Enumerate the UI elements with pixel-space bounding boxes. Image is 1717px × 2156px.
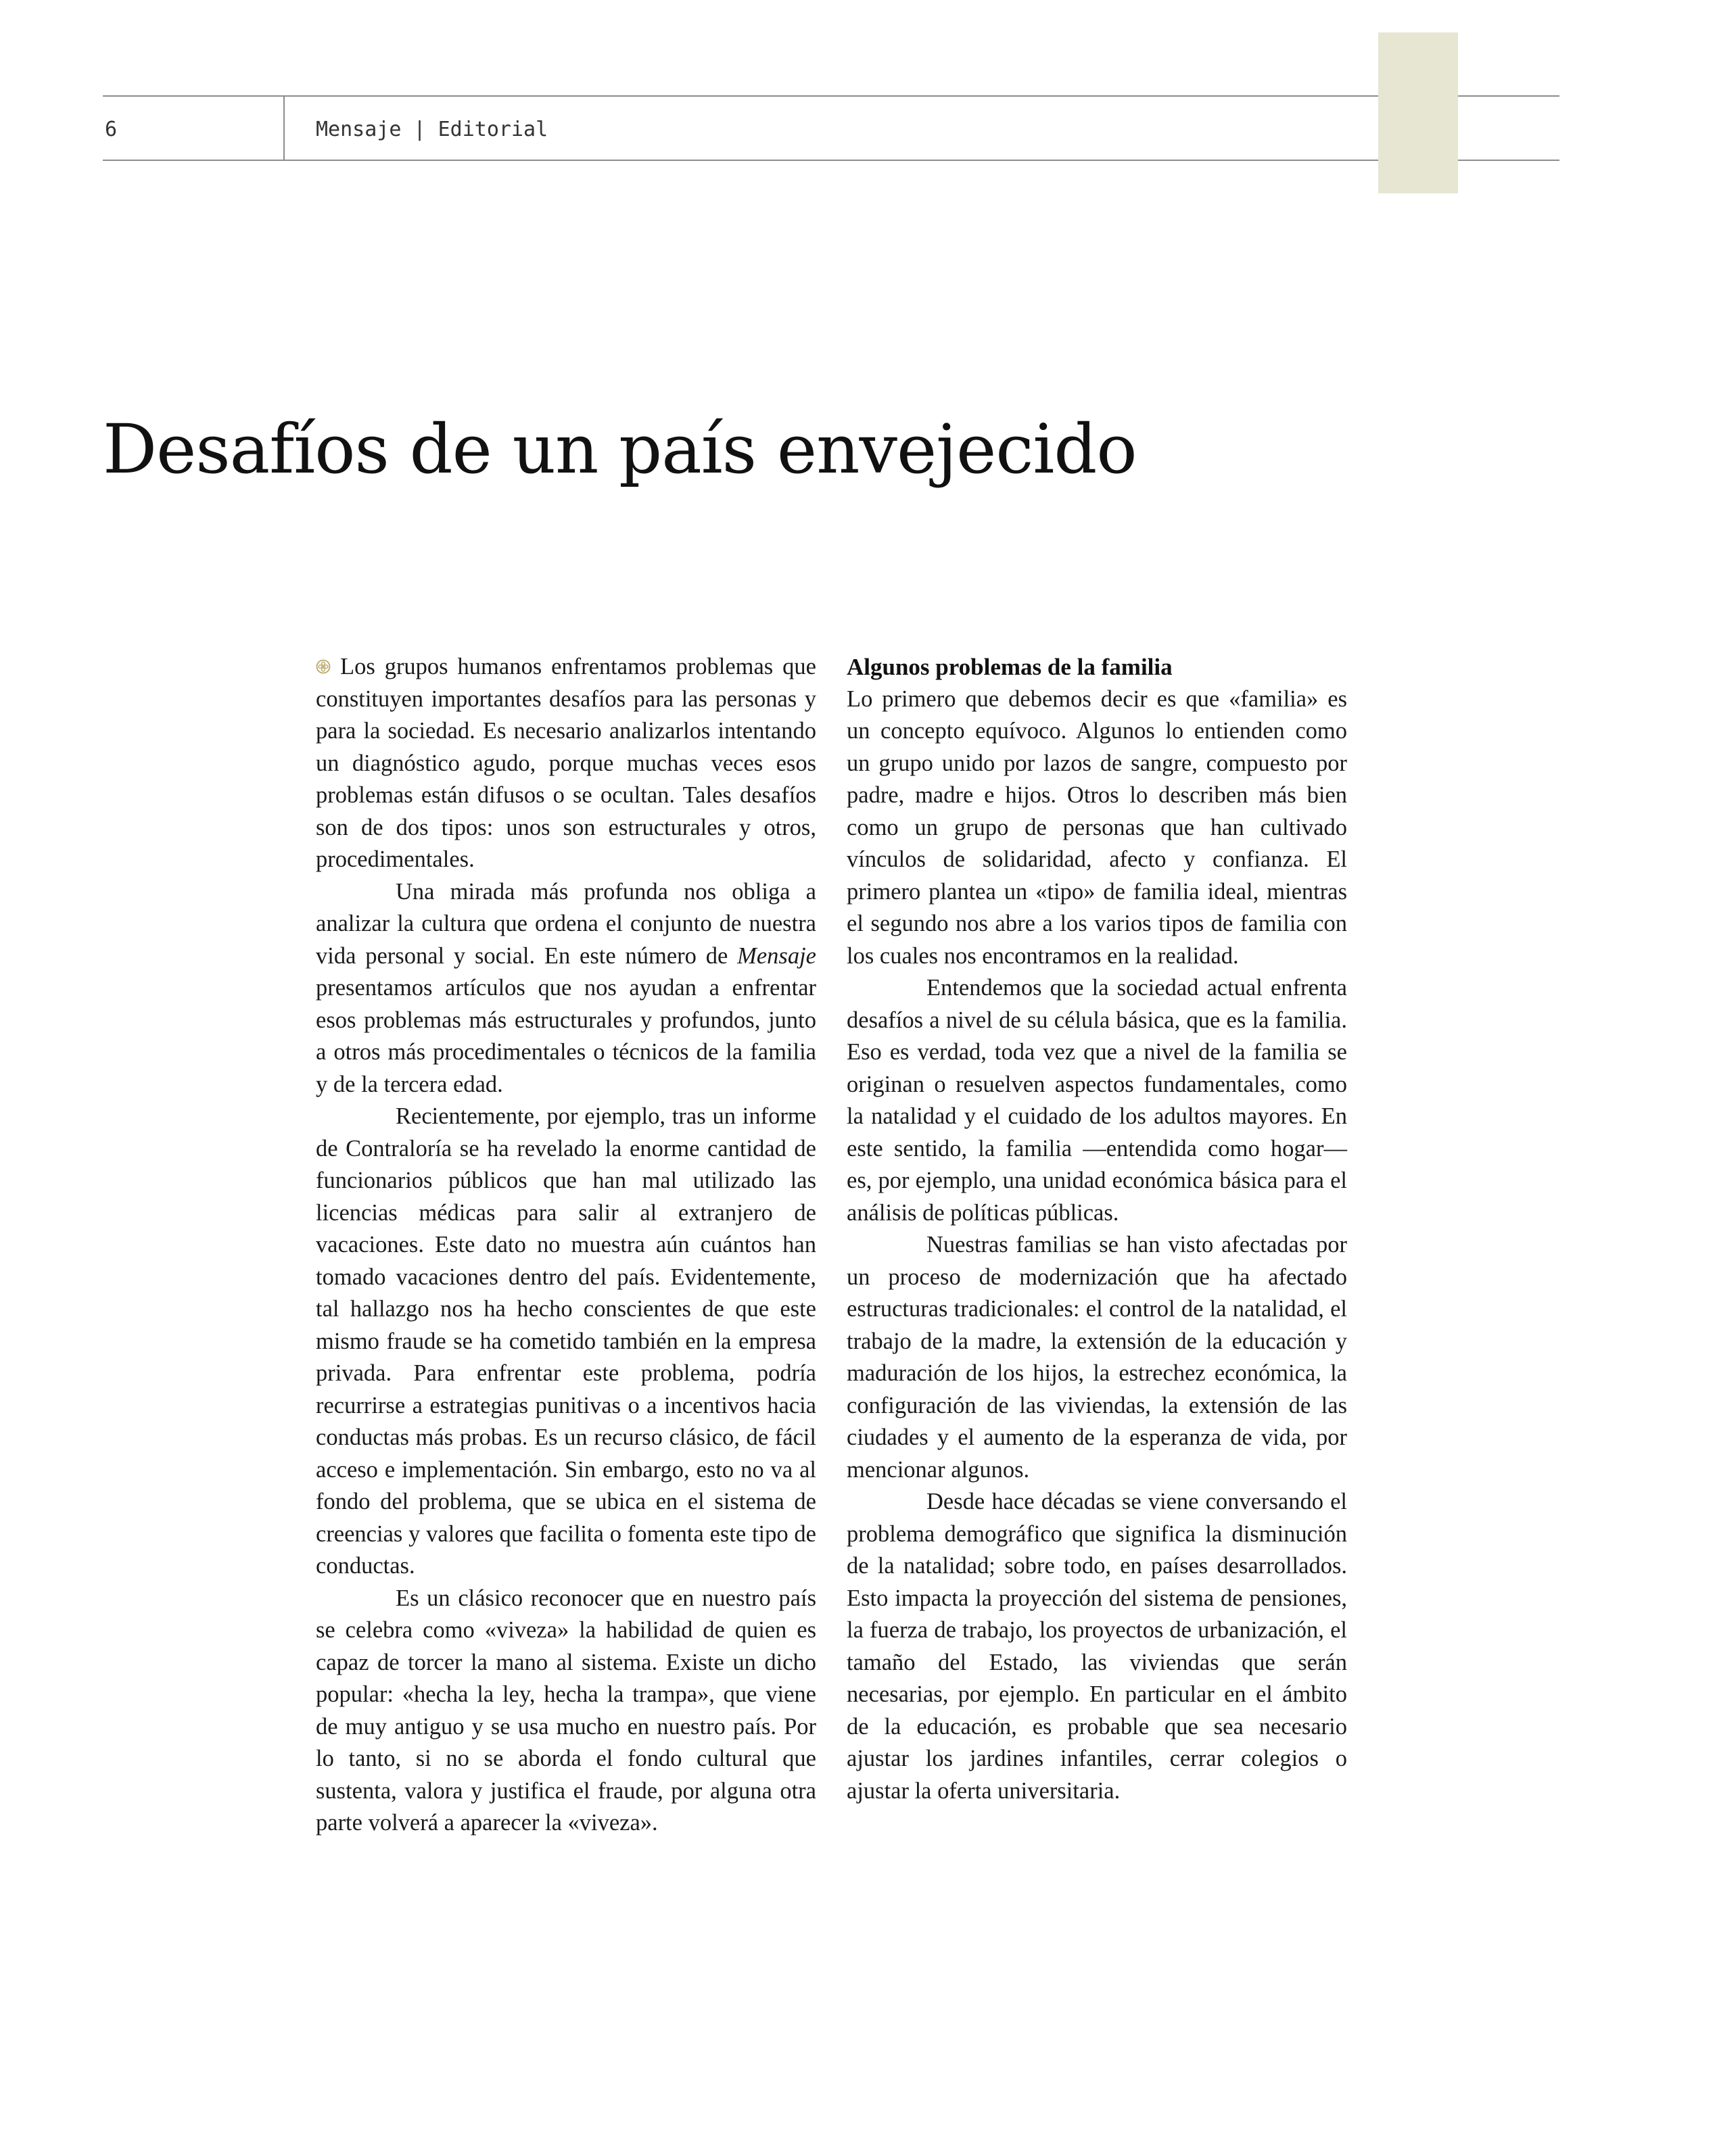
right-column [847, 651, 1347, 1807]
paragraph-8: Desde hace décadas se viene conversando el problema demográfico que significa la disminución de la natalidad; sobre todo, en países desarrollados. Esto impacta la proyección del sistema de pensiones, la fuerza de trabajo, los proyectos de urbanización, el tamaño del Estado, las viviendas que serán necesarias, por ejemplo. En particular en el ámbito de la educación, es probable que sea necesario ajustar los jardines infantiles, cerrar colegios o ajustar la oferta universitaria. [847, 1489, 1347, 1804]
paragraph-2-text-a: Una mirada más profunda nos obliga a analizar la cultura que ordena el conjunto de nuestra vida personal y social. En este número de [316, 878, 816, 969]
paragraph-4: Es un clásico reconocer que en nuestro país se celebra como «viveza» la habilidad de quien es capaz de torcer la mano al sistema. Existe un dicho popular: «hecha la ley, hecha la trampa», que viene de muy antiguo y se usa mucho en nuestro país. Por lo tanto, si no se aborda el fondo cultural que sustenta, valora y justifica el fraude, por alguna otra parte volverá a aparecer la «viveza». [316, 1585, 816, 1836]
section-tab-marker [1378, 32, 1458, 193]
paragraph-6: Entendemos que la sociedad actual enfrenta desafíos a nivel de su célula básica, que es la familia. Eso es verdad, toda vez que a nivel de la familia se originan o resuelven aspectos fundamentales, como la natalidad y el cuidado de los adultos mayores. En este sentido, la familia —entendida como hogar— es, por ejemplo, una unidad económica básica para el análisis de políticas públicas. [847, 975, 1347, 1226]
paragraph-2-text-b: presentamos artículos que nos ayudan a enfrentar esos problemas más estructurales y profundos, junto a otros más procedimentales o técnicos de la familia y de la tercera edad. [316, 975, 816, 1097]
flower-ornament-icon [316, 659, 331, 674]
magazine-name: Mensaje [737, 942, 816, 969]
left-column [316, 651, 816, 1840]
paragraph-5: Lo primero que debemos decir es que «familia» es un concepto equívoco. Algunos lo entienden como un grupo unido por lazos de sangre, compuesto por padre, madre e hijos. Otros lo describen más bien como un grupo de personas que han cultivado vínculos de solidaridad, afecto y confianza. El primero plantea un «tipo» de familia ideal, mientras el segundo nos abre a los varios tipos de familia con los cuales nos encontramos en la realidad. [847, 686, 1347, 969]
article-title: Desafíos de un país envejecido [103, 410, 1137, 489]
paragraph-3: Recientemente, por ejemplo, tras un informe de Contraloría se ha revelado la enorme cantidad de funcionarios públicos que han mal utilizado las licencias médicas para salir al extranjero de vacaciones. Este dato no muestra aún cuántos han tomado vacaciones dentro del país. Evidentemente, tal hallazgo nos ha hecho conscientes de que este mismo fraude se ha cometido también en la empresa privada. Para enfrentar este problema, podría recurrirse a estrategias punitivas o a incentivos hacia conductas más probas. Es un recurso clásico, de fácil acceso e implementación. Sin embargo, esto no va al fondo del problema, que se ubica en el sistema de creencias y valores que facilita o fomenta este tipo de conductas. [316, 1103, 816, 1579]
paragraph-2 [316, 876, 816, 1101]
paragraph-1-text: Los grupos humanos enfrentamos problemas que constituyen importantes desafíos para las personas y para la sociedad. Es necesario analizarlos intentando un diagnóstico agudo, porque muchas veces esos problemas están difusos o se ocultan. Tales desafíos son de dos tipos: unos son estructurales y otros, procedimentales. [316, 654, 816, 872]
page-number: 6 [105, 118, 118, 141]
header-separator [283, 95, 285, 161]
section-subheading: Algunos problemas de la familia [847, 654, 1173, 680]
running-head: Mensaje | Editorial [316, 118, 548, 141]
header-top-rule [103, 95, 1559, 97]
paragraph-1 [316, 651, 816, 876]
header-bottom-rule [103, 160, 1559, 161]
paragraph-7: Nuestras familias se han visto afectadas por un proceso de modernización que ha afectado estructuras tradicionales: el control de la natalidad, el trabajo de la madre, la extensión de la educación y maduración de los hijos, la estrechez económica, la configuración de las viviendas, la extensión de las ciudades y el aumento de la esperanza de vida, por mencionar algunos. [847, 1232, 1347, 1483]
